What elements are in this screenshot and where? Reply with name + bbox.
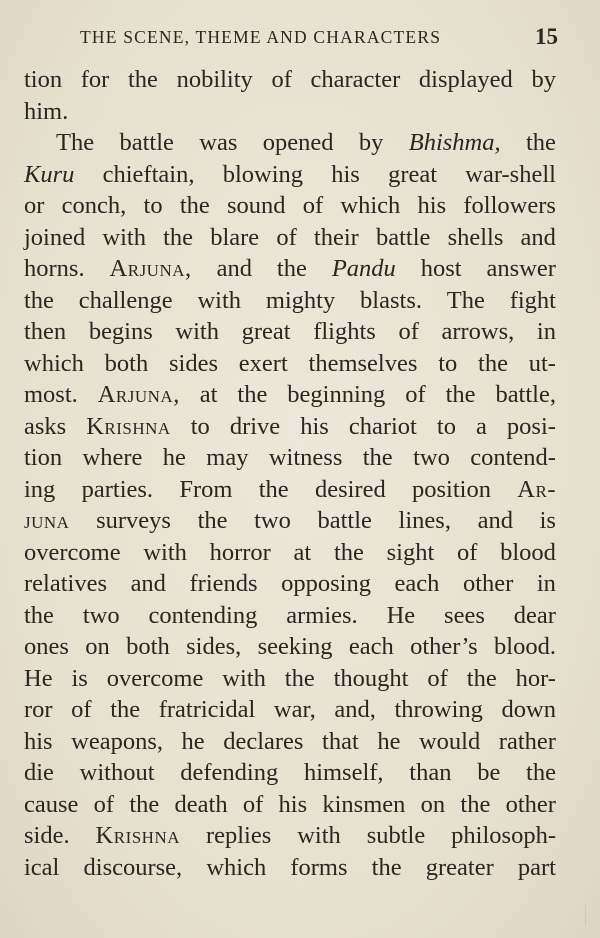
word: which [340,192,401,219]
word: blood. [494,633,556,660]
word: contending [148,601,258,629]
word: position [412,475,491,503]
word: host [420,255,462,282]
word: his [278,790,308,818]
word: asks [24,412,67,440]
word: that [322,727,359,755]
word: replies [205,822,272,849]
text-line [24,505,556,537]
text-line [24,726,556,758]
word: Pandu [331,255,396,282]
text-line [24,852,556,884]
word: kinsmen [322,790,406,818]
word: sight [386,538,435,566]
word: of [427,664,448,692]
word: two [413,444,450,471]
text-line [24,316,556,348]
word: rather [498,727,556,755]
word: the [371,853,402,881]
word: the [526,129,556,156]
word: weapons, [71,727,163,755]
word: would [418,727,481,755]
word: the [466,664,497,692]
word: with [297,822,341,849]
word: greater [425,853,494,881]
word: two [82,601,120,629]
word: sees [444,601,485,629]
word: great [388,160,438,188]
word: ut- [528,349,556,377]
word: his [300,412,329,440]
word: of [398,318,419,345]
word: he [377,727,401,755]
word: sound [226,192,286,219]
word: his [24,727,53,755]
word: themselves [308,349,418,377]
word: begins [88,318,153,345]
word: war, [273,696,316,723]
word: battle [375,223,431,251]
word: the [24,601,54,629]
word: where [82,444,143,471]
word: the [362,444,393,471]
word: Bhishma, [408,129,501,156]
word: displayed [418,66,513,93]
word: by [358,129,384,156]
word: sides [169,349,218,377]
word: ical [24,853,60,881]
word: lines, [398,507,451,534]
word: at [199,381,218,408]
word: blare [210,223,260,251]
word: forms [290,853,348,881]
word: to [190,412,210,440]
word: joined [24,223,86,251]
word: relatives [24,570,107,597]
word: him. [24,97,69,125]
word: die [24,759,54,786]
word: tion [24,444,63,471]
word: cause [24,790,79,818]
word: flights [313,318,376,345]
word: of [276,223,297,251]
word: to [143,192,163,219]
word: philosoph- [451,822,556,849]
word: discourse, [83,853,183,881]
word: is [539,507,556,534]
page-edge-mark [585,905,586,925]
word: on [85,633,110,660]
word: blasts. [360,286,422,314]
word: shells [447,223,504,251]
text-line [24,663,556,695]
word: which [206,853,267,881]
word: the [24,286,54,314]
text-line [24,348,556,380]
word: was [199,129,238,156]
word: may [206,444,249,471]
text-line [24,757,556,789]
word: Krishna [86,412,171,440]
word: the [110,696,141,723]
word: in [536,570,556,597]
word: death [174,790,228,818]
word: part [517,853,556,881]
text-line [24,820,556,852]
word: the [179,192,210,219]
word: by [531,66,556,93]
text-line [24,600,556,632]
word: chariot [348,412,417,440]
word: ror [24,696,53,723]
word: the [445,381,476,408]
text-line [24,474,556,506]
word: to [436,412,456,440]
word: battle [317,507,372,534]
word: and [477,507,513,534]
word: for [80,66,110,93]
word: armies. [286,601,358,629]
word: blood [500,538,556,566]
word: throwing [394,696,483,723]
text-line [24,568,556,600]
word: most. [24,381,78,408]
word: of [93,790,115,818]
word: both [104,349,149,377]
word: two [254,507,291,534]
word: thought [333,664,409,692]
text-line [24,190,556,222]
word: challenge [78,286,173,314]
word: of [302,192,324,219]
word: the [127,66,158,93]
word: dear [513,601,556,629]
word: subtle [366,822,426,849]
text-line [24,379,556,411]
word: From [179,475,233,503]
word: surveys [96,507,171,534]
word: hor- [515,664,556,692]
word: Ar- [517,475,556,503]
word: of [456,538,478,566]
word: The [446,286,485,314]
word: other [462,570,514,597]
word: then [24,318,67,345]
word: The [56,129,95,156]
word: of [271,66,292,93]
word: witness [268,444,343,471]
word: desired [314,475,386,503]
word: followers [463,192,556,219]
word: juna [24,507,70,534]
word: without [79,759,155,786]
word: fight [509,286,556,314]
word: with [102,223,146,251]
word: tion [24,66,63,93]
word: blowing [222,160,303,188]
word: posi- [506,412,556,440]
word: parties. [81,475,154,503]
word: and [216,255,252,282]
word: than [409,759,452,786]
text-line [24,222,556,254]
word: Arjuna, [109,255,192,282]
word: character [310,66,401,93]
word: he [162,444,186,471]
word: or [24,192,45,219]
word: down [501,696,556,723]
word: at [293,538,312,566]
word: and [520,223,556,251]
word: which [24,349,84,377]
word: his [417,192,447,219]
word: the [478,349,508,377]
word: defending [180,759,279,786]
word: the [129,790,160,818]
word: side. [24,822,70,849]
text-line [24,789,556,821]
word: overcome [24,538,121,566]
word: his [331,160,360,188]
word: answer [486,255,556,282]
running-head [80,22,558,52]
word: mighty [265,286,336,314]
word: with [222,664,266,692]
word: with [197,286,241,314]
word: is [71,664,88,692]
running-title: THE SCENE, THEME AND CHARACTERS [80,26,442,47]
word: seeking [257,633,333,660]
word: the [197,507,228,534]
word: the [258,475,289,503]
word: sides, [186,633,242,660]
word: and [130,570,166,597]
word: be [477,759,501,786]
text-line [24,285,556,317]
word: chieftain, [102,160,195,188]
word: of [405,381,426,408]
word: himself, [303,759,384,786]
word: the [333,538,364,566]
word: opposing [281,570,371,597]
page-number: 15 [535,24,558,49]
word: drive [229,412,281,440]
text-line [24,127,556,159]
word: nobility [176,66,253,93]
word: their [313,223,359,251]
word: Kuru [24,160,75,188]
word: and, [334,696,376,723]
word: each [394,570,440,597]
text-line [24,253,556,285]
word: great [241,318,291,345]
word: ones [24,633,69,660]
word: friends [189,570,258,597]
word: declares [223,727,304,755]
text-line [24,96,556,128]
word: conch, [61,192,127,219]
word: exert [238,349,288,377]
word: the [163,223,194,251]
word: of [242,790,264,818]
word: with [175,318,219,345]
word: he [181,727,205,755]
word: each [348,633,394,660]
text-line [24,442,556,474]
word: the [237,381,268,408]
word: the [276,255,307,282]
word: of [71,696,92,723]
text-line [24,694,556,726]
word: horror [209,538,271,566]
word: in [536,318,556,345]
text-line [24,411,556,443]
word: with [143,538,187,566]
word: He [24,664,53,692]
text-line [24,159,556,191]
word: war-shell [465,160,556,188]
word: contend- [470,444,556,471]
word: other’s [410,633,478,660]
word: the [460,790,491,818]
word: on [420,790,446,818]
text-line [24,64,556,96]
word: other [505,790,556,818]
word: horns. [24,255,85,282]
word: a [476,412,487,440]
word: overcome [106,664,204,692]
word: battle [119,129,174,156]
word: the [526,759,556,786]
word: opened [262,129,334,156]
word: the [284,664,315,692]
word: Arjuna, [97,381,180,408]
word: battle, [495,381,556,408]
body-text [24,64,556,883]
text-line [24,537,556,569]
word: He [386,601,416,629]
word: to [438,349,458,377]
word: fratricidal [158,696,256,723]
word: beginning [287,381,386,408]
word: both [126,633,170,660]
word: Krishna [95,822,181,849]
word: ing [24,475,56,503]
word: arrows, [441,318,515,345]
text-line [24,631,556,663]
